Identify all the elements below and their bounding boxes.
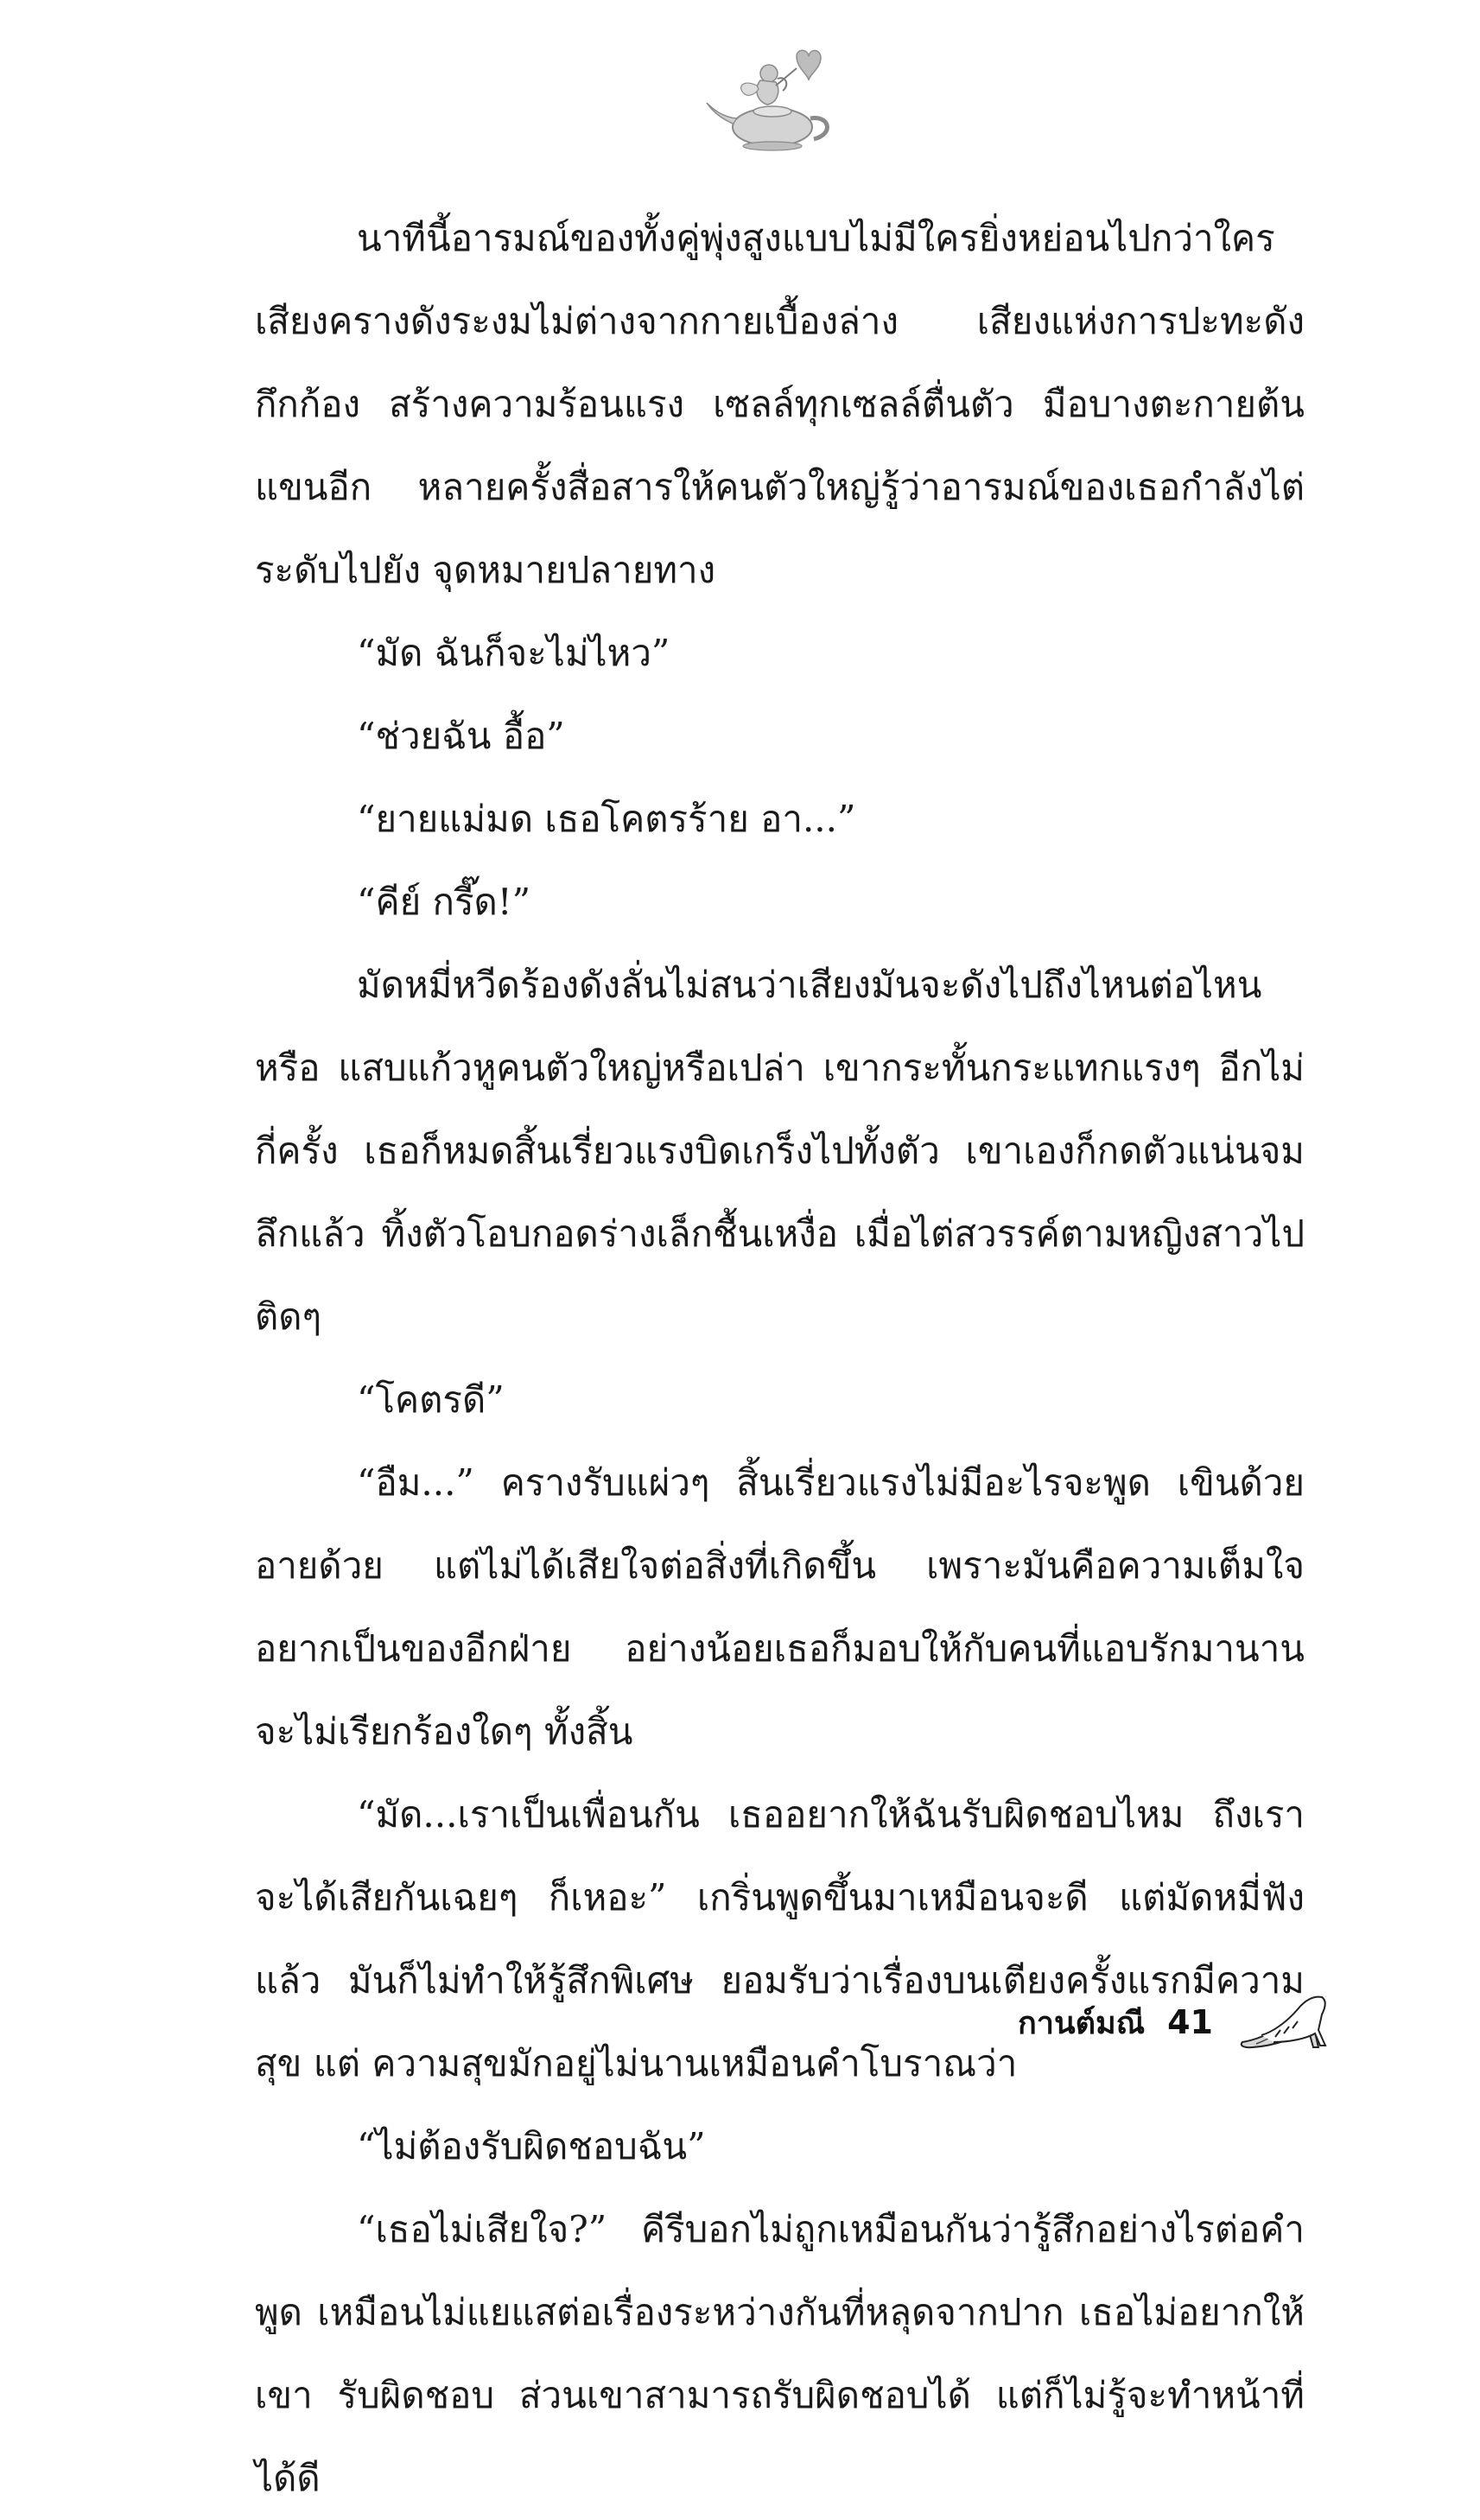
page-number: 41 — [1167, 2003, 1213, 2041]
story-text — [255, 197, 1305, 2520]
paragraph: “มัด...เราเป็นเพื่อนกัน เธออยากให้ฉันรับผิดชอบไหม ถึงเรา จะได้เสียกันเฉยๆ ก็เหอะ” เกริ่นพูดขึ้นมาเหมือนจะดี แต่มัดหมี่ฟังแล้ว มันก็ไม่ทำให้รู้สึกพิเศษ ยอมรับว่าเรื่องบนเตียงครั้งแรกมีความสุข แต่ ความสุขมักอยู่ไม่นานเหมือนคำโบราณว่า — [255, 1793, 1305, 2084]
cupid-teapot-logo-icon — [700, 48, 847, 160]
high-heel-shoes-icon — [1235, 1992, 1331, 2052]
dialogue-line: “ช่วยฉัน อื้อ” — [357, 715, 565, 757]
paragraph: “อืม...” ครางรับแผ่วๆ สิ้นเรี่ยวแรงไม่มีอะไรจะพูด เขินด้วย อายด้วย แต่ไม่ได้เสียใจต่อสิ่งที่เกิดขึ้น เพราะมันคือความเต็มใจ อยากเป็นของอีกฝ่าย อย่างน้อยเธอก็มอบให้กับคนที่แอบรักมานาน จะไม่เรียกร้องใดๆ ทั้งสิ้น — [255, 1461, 1305, 1753]
dialogue-line: “มัด ฉันก็จะไม่ไหว” — [357, 632, 670, 674]
dialogue-line: “คีย์ กรี๊ด!” — [357, 881, 531, 923]
paragraph: “เธอไม่เสียใจ?” คีรีบอกไม่ถูกเหมือนกันว่ารู้สึกอย่างไรต่อคำพูด เหมือนไม่แยแสต่อเรื่องระหว่างกันที่หลุดจากปาก เธอไม่อยากให้เขา รับผิดชอบ ส่วนเขาสามารถรับผิดชอบได้ แต่ก็ไม่รู้จะทำหน้าที่ได้ดี — [255, 2208, 1305, 2499]
dialogue-line: “ไม่ต้องรับผิดชอบฉัน” — [357, 2125, 706, 2167]
dialogue-line: “โคตรดี” — [357, 1378, 505, 1421]
dialogue-line: “ยายแม่มด เธอโคตรร้าย อา...” — [357, 798, 856, 840]
paragraph: นาทีนี้อารมณ์ของทั้งคู่พุ่งสูงแบบไม่มีใครยิ่งหย่อนไปกว่าใคร เสียงครางดังระงมไม่ต่างจากกายเบื้องล่าง เสียงแห่งการปะทะดังกึกก้อง สร้างความร้อนแรง เซลล์ทุกเซลล์ตื่นตัว มือบางตะกายต้นแขนอีก หลายครั้งสื่อสารให้คนตัวใหญ่รู้ว่าอารมณ์ของเธอกำลังไต่ระดับไปยัง จุดหมายปลายทาง — [255, 217, 1305, 591]
page-footer — [968, 1988, 1331, 2057]
author-name: กานต์มณี — [1017, 2005, 1146, 2041]
paragraph: มัดหมี่หวีดร้องดังลั่นไม่สนว่าเสียงมันจะดังไปถึงไหนต่อไหน หรือ แสบแก้วหูคนตัวใหญ่หรือเปล่า เขากระทั้นกระแทกแรงๆ อีกไม่กี่ครั้ง เธอก็หมดสิ้นเรี่ยวแรงบิดเกร็งไปทั้งตัว เขาเองก็กดตัวแน่นจมลึกแล้ว ทิ้งตัวโอบกอดร่างเล็กชื้นเหงื่อ เมื่อไต่สวรรค์ตามหญิงสาวไปติดๆ — [255, 964, 1305, 1338]
